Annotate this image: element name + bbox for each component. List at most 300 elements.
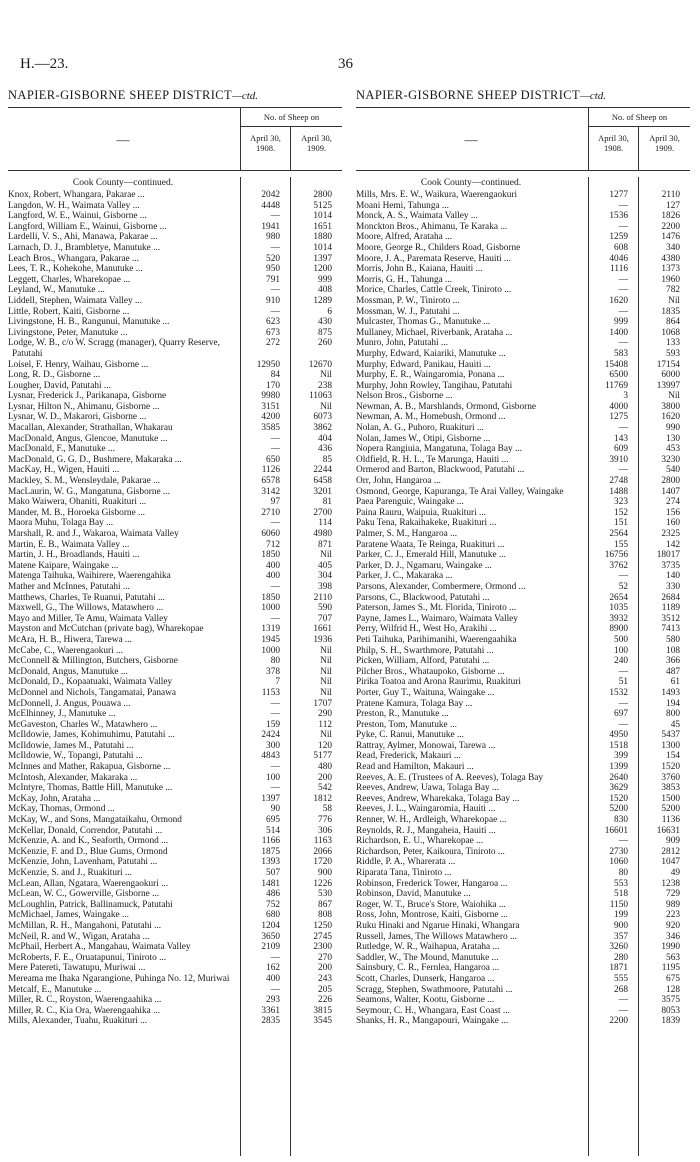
owner-name: Renner, W. H., Ardleigh, Wharekopae ... <box>356 815 507 826</box>
owner-name: MacLaurin, W. G., Mangatuna, Gisborne ... <box>8 486 170 497</box>
owner-name: Osmond, George, Kapuranga, Te Arai Valley, Waingake <box>356 486 564 497</box>
county-heading: Cook County—continued. <box>420 178 522 188</box>
sheep-1909: 58 <box>322 804 332 815</box>
sheep-1909: 1397 <box>313 253 332 264</box>
table-row <box>356 561 690 572</box>
sheep-1908: 3142 <box>261 486 280 497</box>
table-row <box>356 720 690 731</box>
page-header <box>20 56 680 76</box>
owner-name: Morris, John B., Kaiana, Hauiti ... <box>356 264 483 275</box>
sheep-1909: 45 <box>670 719 680 730</box>
sheep-1909: 1189 <box>661 603 680 614</box>
sheep-1908: 100 <box>266 772 280 783</box>
owner-name: Reeves, J. L., Waingaromia, Hauiti ... <box>356 804 496 815</box>
sheep-1908: 2109 <box>261 942 280 953</box>
table-row <box>8 571 342 582</box>
owner-name: Martin, E. B., Waimata Valley ... <box>8 539 130 550</box>
owner-name: Nolan, James W., Otipi, Gisborne ... <box>356 433 491 444</box>
sheep-1909: 3512 <box>661 613 680 624</box>
sheep-1909: 1520 <box>661 762 680 773</box>
owner-name: Palmer, S. M., Hangaroa ... <box>356 529 458 539</box>
sheep-1908: 5200 <box>609 804 628 815</box>
table-row <box>356 360 690 371</box>
sheep-1908: 199 <box>614 910 628 921</box>
sheep-1909: 436 <box>318 444 332 455</box>
sheep-1908: — <box>618 698 628 709</box>
sheep-1909: 200 <box>318 963 332 974</box>
owner-name: McLoughlin, Patrick, Ballinamuck, Patutahi <box>8 899 173 910</box>
table-row <box>356 826 690 837</box>
owner-name: Lodge, W. B., c/o W. Scragg (manager), Quarry Reserve, Patutahi <box>8 338 220 359</box>
sheep-1909: 114 <box>318 518 332 529</box>
sheep-1909: 274 <box>666 497 680 508</box>
owner-name: Metcalf, E., Manutuke ... <box>8 984 102 995</box>
sheep-1908: 1150 <box>609 899 628 910</box>
sheep-1908: 6060 <box>261 529 280 539</box>
sheep-1909: 270 <box>318 952 332 963</box>
sheep-1909: 408 <box>318 285 332 296</box>
owner-name: Shanks, H. R., Mangapouri, Waingake ... <box>356 1016 509 1027</box>
owner-name: McInnes and Mather, Rakapua, Gisborne ... <box>8 762 171 773</box>
sheep-1909: 776 <box>318 815 332 826</box>
sheep-1909: 2066 <box>313 846 332 857</box>
table-row <box>8 561 342 572</box>
sheep-1908: 143 <box>614 433 628 444</box>
owner-name: Pilcher Bros., Whataupoko, Gisborne ... <box>356 666 505 677</box>
owner-name: Mossman, W. J., Patutahi ... <box>356 306 460 317</box>
table-row <box>8 497 342 508</box>
sheep-1908: 609 <box>614 444 628 455</box>
sheep-1909: 453 <box>666 444 680 455</box>
sheep-1908: 4448 <box>261 200 280 211</box>
sheep-1909: 130 <box>666 433 680 444</box>
sheep-1909: 127 <box>666 200 680 211</box>
table-row <box>356 804 690 815</box>
table-row <box>356 444 690 455</box>
owner-name: Mander, M. B., Horoeka Gisborne ... <box>8 507 145 518</box>
table-row <box>356 921 690 932</box>
sheep-1909: 160 <box>666 518 680 529</box>
owner-name: Read, Frederick, Makauri ... <box>356 751 461 762</box>
sheep-1908: 90 <box>270 804 280 815</box>
sheep-1909: 540 <box>666 465 680 476</box>
sheep-1908: 2042 <box>261 190 280 200</box>
owner-name: Preston, Tom, Manutuke ... <box>356 719 457 730</box>
sheep-1908: 2748 <box>609 476 628 487</box>
owner-name: Picken, William, Alford, Patutahi ... <box>356 656 490 667</box>
sheep-1908: 1536 <box>609 211 628 222</box>
sheep-1909: 200 <box>318 772 332 783</box>
table-row <box>8 699 342 710</box>
sheep-1908: 84 <box>270 370 280 381</box>
sheep-1908: 1393 <box>261 857 280 868</box>
sheep-1909: 2700 <box>313 507 332 518</box>
sheep-1909: 346 <box>666 931 680 942</box>
table-row <box>8 360 342 371</box>
sheep-1909: 430 <box>318 317 332 328</box>
name-column-header: — <box>464 132 478 147</box>
owner-name: Preston, R., Manutuke ... <box>356 709 449 720</box>
owner-name: Peti Taihuka, Parihimanihi, Waerengaahika <box>356 634 517 645</box>
table-row <box>356 317 690 328</box>
owner-name: Mayo and Miller, Te Amu, Waimata Valley <box>8 613 168 624</box>
owner-name: McGaveston, Charles W., Matawhero ... <box>8 719 158 730</box>
sheep-1908: — <box>270 285 280 296</box>
sheep-1909: 3201 <box>313 486 332 497</box>
sheep-1908: 1204 <box>261 920 280 931</box>
owner-name: Rutledge, W. R., Waihapua, Arataha ... <box>356 942 500 953</box>
owner-name: Murphy, E. R., Waingaromia, Ponana ... <box>356 370 505 381</box>
sheep-1909: 675 <box>666 973 680 984</box>
sheep-1909: 85 <box>322 454 332 465</box>
owner-name: McLean, Allan, Ngatara, Waerengaokuri ... <box>8 878 169 889</box>
owner-name: Nolan, A. G., Puhoro, Ruakituri ... <box>356 423 484 434</box>
sheep-1909: 2110 <box>313 592 332 603</box>
owner-name: Paea Parenguic, Waingake ... <box>356 497 464 508</box>
owner-list <box>356 190 690 1027</box>
sheep-1908: 900 <box>614 920 628 931</box>
table-row <box>356 741 690 752</box>
sheep-1909: 5125 <box>313 200 332 211</box>
sheep-1908: 2424 <box>261 730 280 741</box>
table-row <box>356 879 690 890</box>
table-row <box>356 783 690 794</box>
sheep-1908: 293 <box>266 995 280 1006</box>
sheep-1908: 695 <box>266 815 280 826</box>
owner-list <box>8 190 342 1027</box>
sheep-1908: 697 <box>614 709 628 720</box>
column-rule <box>290 177 291 1156</box>
owner-name: McLean, W. C., Gowerville, Gisborne ... <box>8 889 160 900</box>
table-row <box>8 222 342 233</box>
sheep-1909: 1720 <box>313 857 332 868</box>
table-row <box>356 847 690 858</box>
table-row <box>8 624 342 635</box>
table-row <box>8 465 342 476</box>
sheep-1908: 12950 <box>256 359 280 370</box>
owner-name: MacKay, H., Wigen, Hauiti ... <box>8 465 120 476</box>
sheep-1909: 1407 <box>661 486 680 497</box>
sheep-1908: — <box>270 433 280 444</box>
sheep-1908: — <box>270 306 280 317</box>
sheep-1908: 518 <box>614 889 628 900</box>
page-number: 36 <box>338 56 353 72</box>
sheep-1908: 151 <box>614 518 628 529</box>
table-row <box>356 953 690 964</box>
sheep-1909: 290 <box>318 709 332 720</box>
sheep-1908: 553 <box>614 878 628 889</box>
table-row <box>8 476 342 487</box>
owner-name: Morice, Charles, Cattle Creek, Tiniroto ... <box>356 285 512 296</box>
owner-name: McKay, Thomas, Ormond ... <box>8 804 115 815</box>
owner-name: Maxwell, G., The Willows, Matawhero ... <box>8 603 164 614</box>
sheep-1908: 1850 <box>261 592 280 603</box>
table-row <box>356 932 690 943</box>
table-row <box>356 603 690 614</box>
owner-name: McNeil, R. and W., Wigan, Arataha ... <box>8 931 150 942</box>
sheep-1909: 5200 <box>661 804 680 815</box>
owner-name: Lysnar, Hilton N., Ahimanu, Gisborne ... <box>8 401 160 412</box>
sheep-1908: 152 <box>614 507 628 518</box>
table-row <box>356 222 690 233</box>
owner-name: Miller, R. C., Royston, Waerengaahika ... <box>8 995 162 1006</box>
table-body <box>8 177 342 1027</box>
owner-name: Mako Waiwera, Ohaniti, Ruakituri ... <box>8 497 147 508</box>
table-row <box>8 1016 342 1027</box>
sheep-1909: 366 <box>666 656 680 667</box>
table-row <box>356 370 690 381</box>
table-row <box>356 434 690 445</box>
owner-name: McKay, W., and Sons, Mangataikahu, Ormond <box>8 815 182 826</box>
table-row <box>356 857 690 868</box>
sheep-1908: 1153 <box>261 687 280 698</box>
sheep-1908: — <box>270 984 280 995</box>
sheep-1908: 486 <box>266 889 280 900</box>
column-rule <box>588 177 589 1156</box>
table-row <box>8 275 342 286</box>
sheep-1909: 875 <box>318 327 332 338</box>
sheep-1909: 593 <box>666 348 680 359</box>
sheep-1909: 17154 <box>656 359 680 370</box>
sheep-1909: 3230 <box>661 454 680 465</box>
sheep-1908: 155 <box>614 539 628 550</box>
sheep-1909: 1047 <box>661 857 680 868</box>
sheep-1909: 1826 <box>661 211 680 222</box>
owner-name: Matenga Taihuka, Waihirere, Waerengahika <box>8 571 171 582</box>
owner-name: Knox, Robert, Whangara, Pakarae ... <box>8 190 145 200</box>
sheep-1909: 49 <box>670 868 680 878</box>
sheep-1909: 1960 <box>661 274 680 285</box>
sheep-1909: 1476 <box>661 232 680 243</box>
column-rule <box>240 177 241 1156</box>
owner-name: Murphy, Edward, Panikau, Hauiti ... <box>356 359 491 370</box>
owner-name: Newman, A. B., Marshlands, Ormond, Gisborne <box>356 401 536 412</box>
table-row <box>356 455 690 466</box>
table-row <box>356 423 690 434</box>
sheep-1909: 1839 <box>661 1016 680 1027</box>
sheep-1909: 11063 <box>309 391 332 402</box>
owner-name: Paratene Waata, Te Reinga, Ruakituri ... <box>356 539 505 550</box>
sheep-1908: 752 <box>266 899 280 910</box>
owner-name: Mullaney, Michael, Riverbank, Arataha ... <box>356 327 513 338</box>
sheep-1908: 2200 <box>609 1016 628 1027</box>
table-row <box>8 857 342 868</box>
sheep-1908: 357 <box>614 931 628 942</box>
sheep-1909: 900 <box>318 868 332 878</box>
sheep-1908: 3 <box>623 391 628 402</box>
owner-name: Paku Tena, Rakaihakeke, Ruakituri ... <box>356 518 497 529</box>
sheep-1909: 1835 <box>661 306 680 317</box>
owner-name: McKellar, Donald, Correndor, Patutahi ... <box>8 825 163 836</box>
owner-name: Maora Muhu, Tolaga Bay ... <box>8 518 114 529</box>
sheep-1908: — <box>618 836 628 847</box>
sheep-1908: 2730 <box>609 846 628 857</box>
sheep-1908: 2710 <box>261 507 280 518</box>
owner-name: McRoberts, F. E., Oruatapunui, Tiniroto ... <box>8 952 167 963</box>
table-row <box>356 508 690 519</box>
table-row <box>8 243 342 254</box>
table-row <box>356 910 690 921</box>
sheep-1908: — <box>618 465 628 476</box>
sheep-1909: 340 <box>666 242 680 253</box>
owner-name: MacDonald, Angus, Glencoe, Manutuke ... <box>8 433 168 444</box>
sheep-1908: 7 <box>275 677 280 688</box>
table-row <box>8 540 342 551</box>
sheep-1908: 4950 <box>609 730 628 741</box>
sheep-count-header: No. of Sheep on <box>588 108 690 127</box>
owner-name: Murphy, John Rowley, Tangihau, Patutahi <box>356 380 513 391</box>
owner-name: Riparata Tana, Tiniroto ... <box>356 868 452 878</box>
owner-name: McDonnel and Nichols, Tangamatai, Panawa <box>8 687 177 698</box>
table-row <box>356 254 690 265</box>
owner-name: Reeves, Andrew, Wharekaka, Tolaga Bay ... <box>356 793 520 804</box>
table-row <box>356 264 690 275</box>
table-row <box>356 285 690 296</box>
owner-name: Mayston and McCutchan (private bag), Wharekopae <box>8 624 204 635</box>
owner-name: Livingstone, H. B., Rangunui, Manutuke ... <box>8 317 170 328</box>
owner-name: McIntyre, Thomas, Battle Hill, Manutuke ... <box>8 783 173 794</box>
sheep-1908: — <box>618 274 628 285</box>
sheep-1908: — <box>618 200 628 211</box>
table-row <box>8 720 342 731</box>
sheep-1908: — <box>270 709 280 720</box>
sheep-1908: 1319 <box>261 624 280 635</box>
table-row <box>8 444 342 455</box>
table-row <box>8 391 342 402</box>
table-row <box>356 730 690 741</box>
sheep-1909: 1200 <box>313 264 332 275</box>
table-row <box>356 391 690 402</box>
sheep-1909: 2800 <box>313 190 332 200</box>
sheep-1909: 81 <box>322 497 332 508</box>
table-row <box>356 307 690 318</box>
sheep-1908: 2640 <box>609 772 628 783</box>
sheep-1909: 154 <box>666 751 680 762</box>
owner-name: Monckton Bros., Ahimanu, Te Karaka ... <box>356 221 508 232</box>
table-row <box>8 529 342 540</box>
owner-name: McAra, H. B., Hiwera, Tarewa ... <box>8 634 132 645</box>
sheep-1908: 268 <box>614 984 628 995</box>
sheep-1908: 3932 <box>609 613 628 624</box>
sheep-1908: 2835 <box>261 1016 280 1027</box>
owner-name: McMichael, James, Waingake ... <box>8 910 129 921</box>
sheep-1908: 1116 <box>610 264 628 275</box>
owner-name: McDonnell, J. Angus, Pouawa ... <box>8 698 131 709</box>
sheep-1909: 2745 <box>313 931 332 942</box>
sheep-1908: 1126 <box>261 465 280 476</box>
table-row <box>356 815 690 826</box>
sheep-1909: 3815 <box>313 1005 332 1016</box>
sheep-1908: 4200 <box>261 412 280 423</box>
sheep-1908: 272 <box>266 338 280 349</box>
sheep-1908: 80 <box>618 868 628 878</box>
owner-name: Newman, A. M., Homebush, Ormond ... <box>356 412 506 423</box>
sheep-1909: 238 <box>318 380 332 391</box>
sheep-1908: — <box>270 783 280 794</box>
owner-name: McDonald, Angus, Manutuke ... <box>8 666 128 677</box>
sheep-1909: 1500 <box>661 793 680 804</box>
sheep-1909: 120 <box>318 740 332 751</box>
table-row <box>8 804 342 815</box>
sheep-1908: 514 <box>266 825 280 836</box>
table-row <box>8 974 342 985</box>
table-row <box>356 624 690 635</box>
sheep-1909: 1990 <box>661 942 680 953</box>
owner-name: Nelson Bros., Gisborne ... <box>356 391 453 402</box>
owner-name: Liddell, Stephen, Waimata Valley ... <box>8 295 142 306</box>
table-row <box>356 963 690 974</box>
sheep-1908: 3361 <box>261 1005 280 1016</box>
sheep-1908: 1520 <box>609 793 628 804</box>
table-row <box>8 328 342 339</box>
owner-name: Pirika Toatoa and Arona Raurimu, Ruakituri <box>356 677 521 688</box>
sheep-1908: 1000 <box>261 645 280 656</box>
table-row <box>356 540 690 551</box>
owner-name: Oldfield, R. H. L., Te Marunga, Hauiti ... <box>356 454 509 465</box>
table-row <box>356 751 690 762</box>
table-row <box>356 476 690 487</box>
table-row <box>8 879 342 890</box>
sheep-1908: — <box>618 221 628 232</box>
sheep-1908: 323 <box>614 497 628 508</box>
sheep-1909: 4380 <box>661 253 680 264</box>
table-row <box>8 953 342 964</box>
table-row <box>356 338 690 349</box>
sheep-1908: 4046 <box>609 253 628 264</box>
table-row <box>8 677 342 688</box>
owner-name: Lardelli, V. S., Ahi, Manawa, Pakarae ... <box>8 232 158 243</box>
sheep-1909: 133 <box>666 338 680 349</box>
owner-name: Paterson, James S., Mt. Florida, Tiniroto ... <box>356 603 517 614</box>
table-row <box>356 709 690 720</box>
owner-name: Morris, G. H., Tahunga ... <box>356 274 453 285</box>
owner-name: MacDonald, G. G. D., Bushmere, Makaraka ... <box>8 454 182 465</box>
sheep-1908: 399 <box>614 751 628 762</box>
sheep-1909: 920 <box>666 920 680 931</box>
sheep-1908: 1941 <box>261 221 280 232</box>
sheep-1908: 16601 <box>604 825 628 836</box>
owner-name: McPhail, Herbert A., Mangahau, Waimata Valley <box>8 942 191 953</box>
sheep-1908: 400 <box>266 560 280 571</box>
table-row <box>8 518 342 529</box>
owner-name: Langdon, W. H., Waimata Valley ... <box>8 200 140 211</box>
sheep-1908: — <box>270 581 280 592</box>
sheep-1909: 1620 <box>661 412 680 423</box>
owner-name: Philp, S. H., Swarthmore, Patutahi ... <box>356 645 494 656</box>
sheep-1909: 61 <box>670 677 680 688</box>
table-row <box>8 773 342 784</box>
table-header <box>356 107 690 171</box>
table-row <box>8 709 342 720</box>
sheep-1909: 142 <box>666 539 680 550</box>
sheep-1909: Nil <box>320 645 332 656</box>
sheep-1909: 542 <box>318 783 332 794</box>
sheep-1908: — <box>270 518 280 529</box>
sheep-1909: 4980 <box>313 529 332 539</box>
sheep-1909: 112 <box>318 719 332 730</box>
sheep-1908: 400 <box>266 571 280 582</box>
table-row <box>8 614 342 625</box>
sheep-1909: 3575 <box>661 995 680 1006</box>
sheep-1908: 162 <box>266 963 280 974</box>
sheep-1909: 1661 <box>313 624 332 635</box>
sheep-1909: 580 <box>666 634 680 645</box>
table-row <box>8 921 342 932</box>
owner-name: Orr, John, Hangaroa ... <box>356 476 441 487</box>
sheep-1908: 11769 <box>605 380 628 391</box>
table-row <box>8 370 342 381</box>
sheep-1908: 791 <box>266 274 280 285</box>
